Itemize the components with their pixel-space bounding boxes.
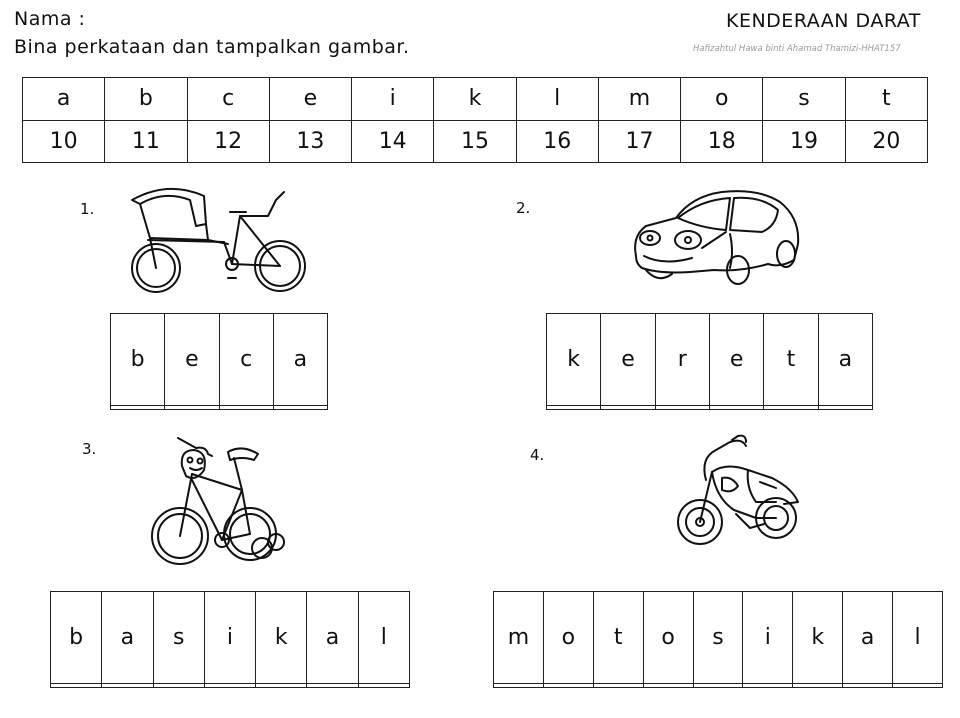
key-letter-cell: t bbox=[845, 78, 927, 121]
letter-cell: k bbox=[547, 314, 601, 406]
letter-cell: s bbox=[693, 592, 743, 684]
answer-blank-cell[interactable] bbox=[743, 684, 793, 688]
key-number-cell: 19 bbox=[763, 120, 845, 163]
answer-blank-cell[interactable] bbox=[643, 684, 693, 688]
name-label: Nama : bbox=[14, 8, 86, 30]
letter-cell: c bbox=[219, 314, 273, 406]
answer-blank-cell[interactable] bbox=[204, 684, 255, 688]
question-number-3: 3. bbox=[82, 440, 97, 458]
answer-blank-cell[interactable] bbox=[547, 406, 601, 410]
word-grid-beca bbox=[110, 313, 328, 410]
answer-blank-cell[interactable] bbox=[709, 406, 763, 410]
credit-text: Hafizahtul Hawa binti Ahamad Thamizi-HHAT157 bbox=[693, 44, 901, 54]
question-number-1: 1. bbox=[80, 200, 95, 218]
answer-blank-cell[interactable] bbox=[693, 684, 743, 688]
answer-blank-cell[interactable] bbox=[358, 684, 409, 688]
answer-blank-cell[interactable] bbox=[256, 684, 307, 688]
key-letter-cell: i bbox=[352, 78, 434, 121]
key-letter-cell: s bbox=[763, 78, 845, 121]
letter-cell: s bbox=[153, 592, 204, 684]
word-grid-basikal bbox=[50, 591, 410, 688]
letter-cell: o bbox=[643, 592, 693, 684]
letter-cell: b bbox=[51, 592, 102, 684]
key-number-cell: 14 bbox=[352, 120, 434, 163]
letter-cell: b bbox=[111, 314, 165, 406]
key-letter-cell: m bbox=[598, 78, 680, 121]
motorcycle-icon bbox=[676, 432, 804, 554]
key-letter-cell: o bbox=[681, 78, 763, 121]
answer-blank-cell[interactable] bbox=[219, 406, 273, 410]
key-number-cell: 15 bbox=[434, 120, 516, 163]
letter-cell: a bbox=[307, 592, 358, 684]
key-number-cell: 20 bbox=[845, 120, 927, 163]
letter-cell: k bbox=[793, 592, 843, 684]
letter-number-key-table bbox=[22, 77, 928, 163]
letter-cell: a bbox=[843, 592, 893, 684]
answer-blank-cell[interactable] bbox=[494, 684, 544, 688]
answer-blank-cell[interactable] bbox=[793, 684, 843, 688]
answer-blank-cell[interactable] bbox=[764, 406, 818, 410]
key-letter-cell: k bbox=[434, 78, 516, 121]
key-number-cell: 17 bbox=[598, 120, 680, 163]
letter-cell: t bbox=[764, 314, 818, 406]
letter-cell: o bbox=[543, 592, 593, 684]
letter-cell: l bbox=[358, 592, 409, 684]
letter-cell: a bbox=[818, 314, 872, 406]
key-number-cell: 11 bbox=[105, 120, 187, 163]
key-letter-cell: c bbox=[187, 78, 269, 121]
letter-cell: e bbox=[709, 314, 763, 406]
key-letter-cell: l bbox=[516, 78, 598, 121]
letter-cell: r bbox=[655, 314, 709, 406]
letter-cell: a bbox=[102, 592, 153, 684]
letter-cell: i bbox=[743, 592, 793, 684]
answer-blank-cell[interactable] bbox=[593, 684, 643, 688]
key-letter-cell: a bbox=[23, 78, 105, 121]
answer-blank-cell[interactable] bbox=[111, 406, 165, 410]
word-grid-kereta bbox=[546, 313, 873, 410]
key-number-cell: 13 bbox=[269, 120, 351, 163]
answer-blank-cell[interactable] bbox=[273, 406, 327, 410]
answer-blank-cell[interactable] bbox=[51, 684, 102, 688]
letter-cell: e bbox=[165, 314, 219, 406]
page-title: KENDERAAN DARAT bbox=[726, 10, 921, 32]
bicycle-icon bbox=[150, 430, 300, 576]
letter-cell: i bbox=[204, 592, 255, 684]
instruction-text: Bina perkataan dan tampalkan gambar. bbox=[14, 36, 410, 58]
key-letter-cell: b bbox=[105, 78, 187, 121]
answer-blank-cell[interactable] bbox=[102, 684, 153, 688]
word-grid-motosikal bbox=[493, 591, 943, 688]
letter-cell: a bbox=[273, 314, 327, 406]
answer-blank-cell[interactable] bbox=[165, 406, 219, 410]
car-icon bbox=[630, 188, 802, 288]
answer-blank-cell[interactable] bbox=[655, 406, 709, 410]
key-number-cell: 12 bbox=[187, 120, 269, 163]
question-number-4: 4. bbox=[530, 446, 545, 464]
letter-cell: l bbox=[893, 592, 943, 684]
letter-cell: m bbox=[494, 592, 544, 684]
answer-blank-cell[interactable] bbox=[843, 684, 893, 688]
answer-blank-cell[interactable] bbox=[893, 684, 943, 688]
letter-cell: t bbox=[593, 592, 643, 684]
key-number-cell: 18 bbox=[681, 120, 763, 163]
key-number-cell: 16 bbox=[516, 120, 598, 163]
key-number-cell: 10 bbox=[23, 120, 105, 163]
answer-blank-cell[interactable] bbox=[153, 684, 204, 688]
letter-cell: e bbox=[601, 314, 655, 406]
answer-blank-cell[interactable] bbox=[307, 684, 358, 688]
letter-cell: k bbox=[256, 592, 307, 684]
answer-blank-cell[interactable] bbox=[818, 406, 872, 410]
beca-icon bbox=[128, 182, 310, 294]
key-letter-cell: e bbox=[269, 78, 351, 121]
question-number-2: 2. bbox=[516, 199, 531, 217]
answer-blank-cell[interactable] bbox=[601, 406, 655, 410]
answer-blank-cell[interactable] bbox=[543, 684, 593, 688]
